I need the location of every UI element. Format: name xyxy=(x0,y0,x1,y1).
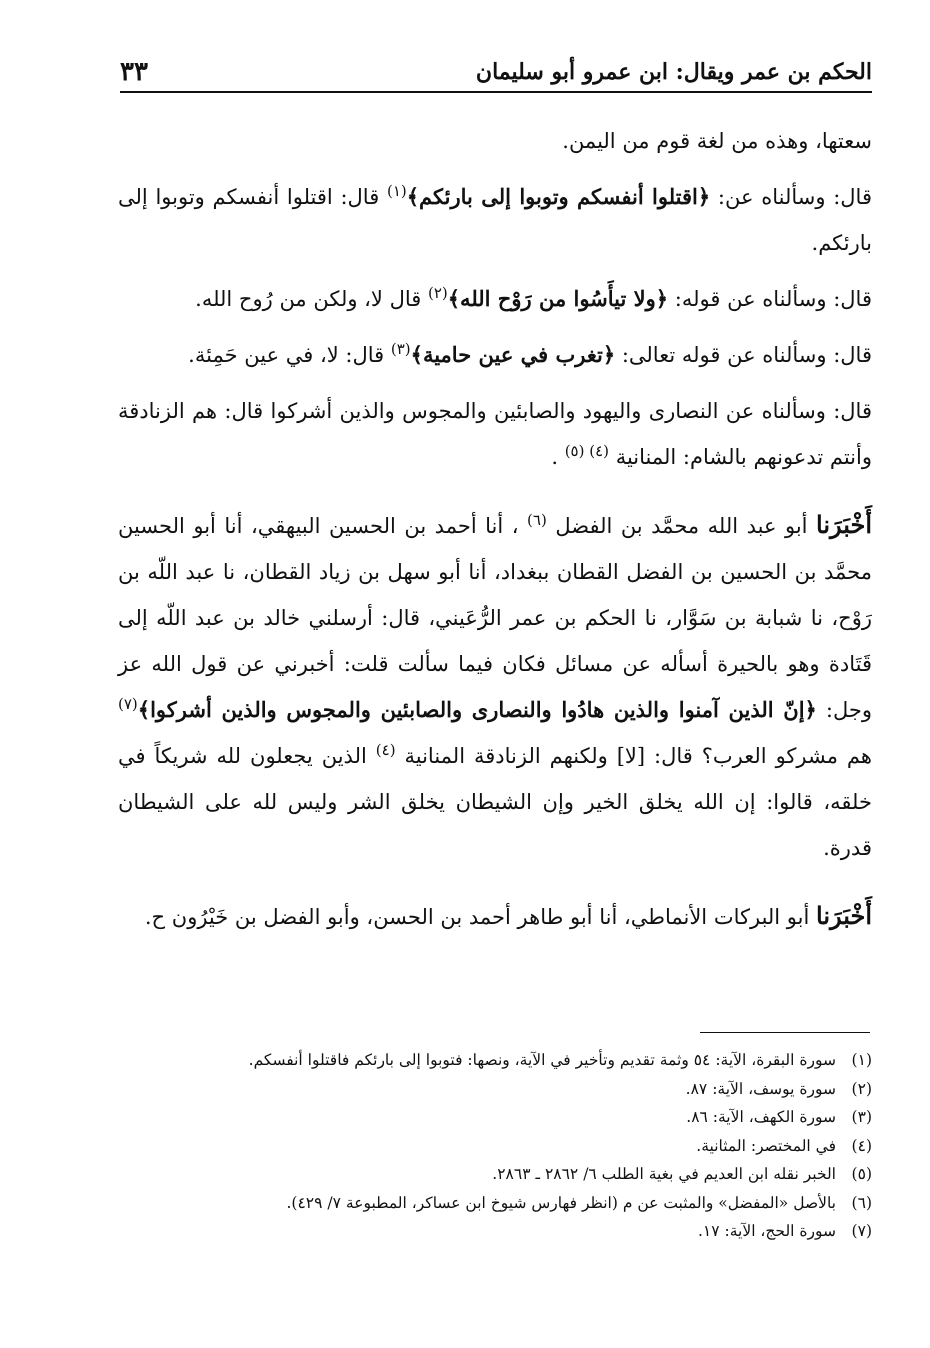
paragraph-text: قال: اقتلوا أنفسكم وتوبوا إلى بارئكم. xyxy=(118,185,872,255)
footnote-item xyxy=(118,1160,872,1189)
isnad-lead: أَخْبَرَنا xyxy=(816,901,872,930)
footnote-item xyxy=(118,1189,872,1218)
paragraph-text: قال: وسألناه عن قوله تعالى: xyxy=(615,343,872,367)
quran-quote: ﴿إنّ الذين آمنوا والذين هادُوا والنصارى والصابئين والمجوس والذين أشركوا﴾ xyxy=(137,697,817,722)
footnote-item xyxy=(118,1132,872,1161)
paragraph-7 xyxy=(118,893,872,940)
footnote-ref: (١) xyxy=(386,182,407,200)
footnotes xyxy=(118,1046,872,1246)
footnote-text: سورة البقرة، الآية: ٥٤ وثمة تقديم وتأخير في الآية، ونصها: فتوبوا إلى بارئكم فاقتلوا أنفسكم. xyxy=(248,1051,836,1069)
footnote-text: بالأصل «المفضل» والمثبت عن م (انظر فهارس شيوخ ابن عساكر، المطبوعة ٧/ ٤٢٩). xyxy=(286,1193,836,1212)
paragraph-text: سعتها، وهذه من لغة قوم من اليمن. xyxy=(562,129,872,153)
paragraph-text: أبو البركات الأنماطي، أنا أبو طاهر أحمد بن الحسن، وأبو الفضل بن خَيْرُون ح. xyxy=(144,905,817,929)
paragraph-text: . xyxy=(551,445,565,469)
paragraph-text: قال: وسألناه عن النصارى واليهود والصابئين والمجوس والذين أشركوا قال: هم الزنادقة وأنتم تدعونهم بالشام: المنانية xyxy=(118,399,872,469)
paragraph-3 xyxy=(118,276,872,322)
footnote-item xyxy=(118,1103,872,1132)
footnote-item xyxy=(118,1217,872,1246)
footnote-item xyxy=(118,1046,872,1075)
paragraph-text: ، أنا أحمد بن الحسين البيهقي، أنا أبو الحسين محمَّد بن الحسين بن الفضل القطان ببغداد، أنا أبو سهل بن زياد القطان، نا عبد اللّه بن رَوْح، نا شبابة بن سَوَّار، نا الحكم بن عمر الرُّعَيني، قال: أرسلني خالد بن عبد اللّه إلى قَتَادة وهو بالحيرة أسأله عن مسائل فكان فيما سألت قلت: أخبرني عن قول الله عز وجل: xyxy=(118,514,873,722)
paragraph-text: أبو عبد الله محمَّد بن الفضل xyxy=(546,514,817,538)
paragraph-text: قال: لا، في عين حَمِئة. xyxy=(188,343,391,367)
quran-quote: ﴿تغرب في عين حامية﴾ xyxy=(410,342,616,367)
footnote-item xyxy=(118,1075,872,1104)
footnote-text: سورة الحج، الآية: ١٧. xyxy=(697,1222,836,1240)
footnote-number: (٥) xyxy=(851,1165,872,1183)
main-text xyxy=(118,118,872,940)
footnote-text: في المختصر: المثانية. xyxy=(696,1136,836,1155)
footnote-ref: (٢) xyxy=(427,284,448,302)
footnote-ref: (٤) xyxy=(375,741,396,759)
paragraph-4 xyxy=(118,332,872,378)
footnote-ref: (٣) xyxy=(390,340,411,358)
footnote-number: (١) xyxy=(851,1051,872,1069)
paragraph-2 xyxy=(118,174,872,266)
page-number: ٣٣ xyxy=(120,57,148,87)
paragraph-5 xyxy=(118,388,872,480)
paragraph-text: الذين يجعلون لله شريكاً في خلقه، قالوا: إن الله يخلق الخير وإن الشيطان يخلق الشر وليس لله على الشيطان قدرة. xyxy=(118,744,872,860)
running-title: الحكم بن عمر ويقال: ابن عمرو أبو سليمان xyxy=(475,59,872,85)
footnote-ref: (٤) (٥) xyxy=(564,442,610,460)
footnote-number: (٣) xyxy=(851,1108,872,1126)
footnote-ref: (٧) xyxy=(118,695,138,713)
paragraph-text: قال لا، ولكن من رُوح الله. xyxy=(195,287,428,311)
paragraph-6 xyxy=(118,502,872,871)
footnote-number: (٦) xyxy=(851,1193,872,1212)
footnote-number: (٤) xyxy=(851,1136,872,1155)
footnote-text: الخبر نقله ابن العديم في بغية الطلب ٦/ ٢٨٦٢ ـ ٢٨٦٣. xyxy=(492,1165,836,1183)
paragraph-text: قال: وسألناه عن: xyxy=(710,185,872,209)
quran-quote: ﴿ولا تيأَسُوا من رَوْح الله﴾ xyxy=(447,286,669,311)
header-rule xyxy=(120,91,872,93)
footnote-number: (٧) xyxy=(851,1222,872,1240)
footnote-separator xyxy=(700,1032,870,1033)
paragraph-text: هم مشركو العرب؟ قال: [لا] ولكنهم الزنادقة المنانية xyxy=(395,744,872,768)
isnad-lead: أَخْبَرَنا xyxy=(816,510,873,539)
paragraph-text: قال: وسألناه عن قوله: xyxy=(668,287,872,311)
quran-quote: ﴿اقتلوا أنفسكم وتوبوا إلى بارئكم﴾ xyxy=(406,184,711,209)
footnote-text: سورة يوسف، الآية: ٨٧. xyxy=(685,1079,836,1098)
footnote-number: (٢) xyxy=(851,1079,872,1098)
footnote-text: سورة الكهف، الآية: ٨٦. xyxy=(686,1108,836,1126)
paragraph-1 xyxy=(118,118,872,164)
footnote-ref: (٦) xyxy=(527,511,547,529)
page-header xyxy=(120,55,872,93)
